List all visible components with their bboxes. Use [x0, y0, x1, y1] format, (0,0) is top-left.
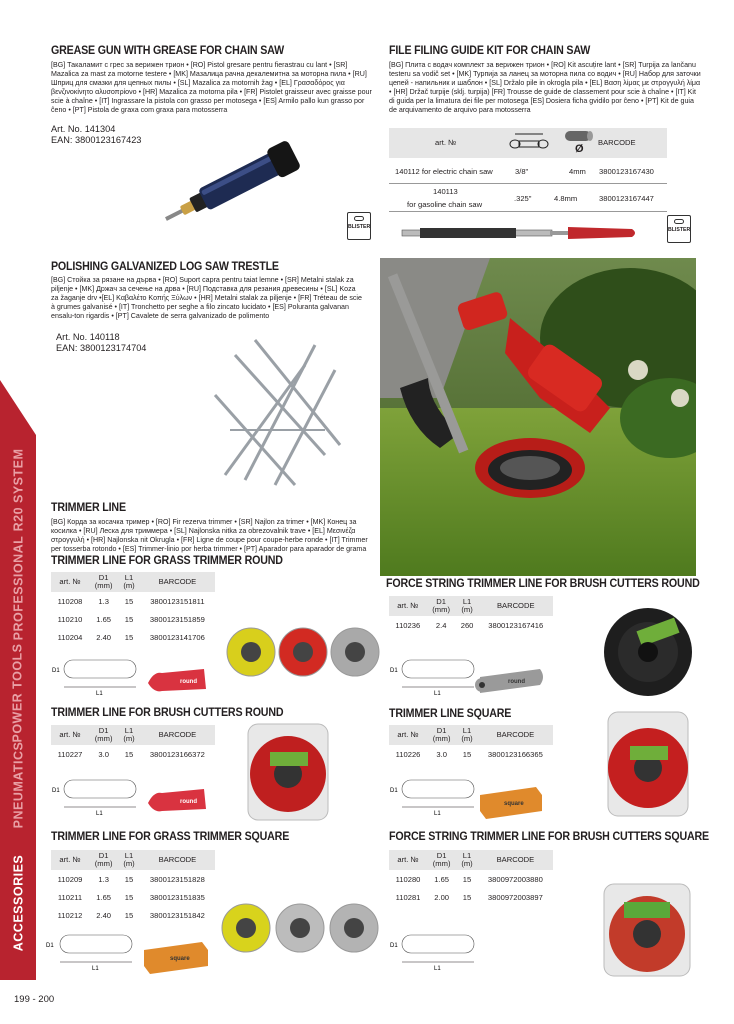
trimmer-line-description: [BG] Корда за косачка тример • [RO] Fir rezerva trimmer • [SR] Najlon za trimer • [MK] Конец за косилка • [RU] Леска для триммера • [SL] Najlonska nitka za obrezovalnik trave • [EL] Μεσινέζα στρογγυλή • [HR] Najlonska nit Okrugla • [FR] Ligne de coupe pour coupe-herbe ronde • [IT] Trimmer per tosserba rotondo • [ES] Trimmer-linio por herba trimmer • [PT] Aparador para aparador de grama [51, 518, 368, 553]
svg-text:square: square [504, 801, 524, 807]
line-square-spool-image [600, 710, 696, 820]
file-guide-table [389, 128, 667, 212]
table-row: 110212 2.40 15 3800123151842 [57, 910, 205, 920]
brush-round-table [51, 725, 215, 763]
page-numbers: 199 - 200 [14, 994, 55, 1005]
force-square-spool-image [598, 882, 696, 978]
trestle-description: [BG] Стойка за рязане на дърва • [RO] Suport capra pentru taiat lemne • [SR] Metalni stalak za piljenje • [MK] Држач за сечење на дрва • [RU] Подставка для резания древесины • [SL] Koza za žaganje drv •[EL] Καβαλέτο Κοπής Ξύλων • [HR] Metalni stalak za piljenje • [FR] Tréteau de scie à grumes galvanisé • [IT] Tronchetto per seghe a filo zincato lucidato • [ES] Poluranta galvanan ensalu-ton rigardis • [PT] Cavalete de serra galvanizado de polimento [51, 276, 362, 320]
svg-text:D1: D1 [52, 668, 60, 674]
grease-gun-description: [BG] Такаламит с грес за верижен трион • [RO] Pistol gresare pentru fierastrau cu lant • [SR] Mazalica za mast za motorne testere • [MK] Мазалица рачна декалемитна за моторна пила • [RU] Шприц для смазки для цепных пилы • [SL] Mazalica za motornih žag • [EL] Γρασαδόρος για βενζινοκίνητο αλυσοπρίονο • [HR] Mazalica za motorna pila • [FR] Pistolet graisseur avec graisse pour scie à chaîne • [IT] Ingrassare la pistola con grasso per motosega • [ES] Armilo pallo kun grasso por ĉeno • [PT] Pistola de graxa com graxa para motosserra [51, 61, 372, 114]
brush-round-spool-image [240, 722, 336, 822]
grass-square-product-images [220, 888, 382, 968]
grass-square-title: TRIMMER LINE FOR GRASS TRIMMER SQUARE [51, 829, 290, 843]
table-row: 110208 1.3 15 3800123151811 [57, 596, 205, 606]
table-row: 110281 2.00 15 3800972003897 [395, 892, 543, 902]
table-header-row: art. № D1 (mm) L1 (m) BARCODE [51, 725, 215, 745]
file-guide-table-header: art. № Ø BARCODE [389, 128, 667, 158]
grass-round-product-images [225, 612, 385, 690]
diameter-symbol: Ø [575, 143, 584, 155]
file-guide-image [400, 223, 640, 245]
round-line-diagram [50, 655, 210, 701]
brush-round-title: TRIMMER LINE FOR BRUSH CUTTERS ROUND [51, 705, 284, 719]
grease-gun-image [150, 140, 320, 230]
svg-text:L1: L1 [96, 691, 103, 697]
line-square-table [389, 725, 553, 763]
grease-gun-art-no: Art. No. 141304 [51, 124, 116, 134]
force-square-title: FORCE STRING TRIMMER LINE FOR BRUSH CUTTERS SQUARE [389, 829, 709, 843]
svg-text:L1: L1 [92, 966, 99, 972]
square-line-diagram [388, 775, 548, 821]
trestle-ean: EAN: 3800123174704 [56, 343, 147, 353]
table-header-row: art. № D1 (mm) L1 (m) BARCODE [389, 725, 553, 745]
table-row: 110211 1.65 15 3800123151835 [57, 892, 205, 902]
svg-text:L1: L1 [434, 966, 441, 972]
file-guide-row: 140113 for gasoline chain saw .325" 4.8mm 3800123167447 [389, 184, 667, 212]
line-square-title: TRIMMER LINE SQUARE [389, 706, 512, 720]
chain-pitch-icon [505, 130, 553, 156]
svg-text:L1: L1 [96, 811, 103, 817]
trestle-title: POLISHING GALVANIZED LOG SAW TRESTLE [51, 259, 279, 273]
grease-gun-ean: EAN: 3800123167423 [51, 135, 142, 145]
svg-text:L1: L1 [434, 691, 441, 697]
trestle-art-no: Art. No. 140118 [56, 332, 120, 342]
svg-text:D1: D1 [46, 943, 54, 949]
table-row: 110209 1.3 15 3800123151828 [57, 874, 205, 884]
force-round-title: FORCE STRING TRIMMER LINE FOR BRUSH CUTTERS ROUND [386, 576, 700, 590]
table-row: 110227 3.0 15 3800123166372 [57, 749, 205, 759]
grass-round-table [51, 572, 215, 646]
sidebar-tab-r20-system[interactable]: R20 SYSTEM [11, 448, 25, 532]
svg-text:L1: L1 [434, 811, 441, 817]
file-guide-description: [BG] Плита с водач комплект за верижен трион • [RO] Kit ascuțire lant • [SR] Turpija za lančanu testeru sa vodič set • [MK] Турпија за ланец за моторна пила со водич • [RU] Набор для заточки цепей - напильник и шаблон • [SL] Držalo pile in okrogla pila • [EL] Βαση λίμας με στρογγυλή λίμα • [HR] Držač turpije (sklj. turpija) [FR] Trousse de guide de classement pour scie à chaîne • [IT] Kit di guida per la limatura dei file per motosega [ES] Dosiera ficha gvidilo por ĉeno • [PT] Kit de guia de arquivamento de arquivo para motosserra [389, 61, 701, 114]
grass-square-line-diagram [36, 930, 211, 976]
table-row: 110236 2.4 260 3800123167416 [395, 620, 544, 630]
table-row: 110204 2.40 15 3800123141706 [57, 632, 205, 642]
svg-text:D1: D1 [390, 788, 398, 794]
trimmer-line-title: TRIMMER LINE [51, 500, 126, 514]
table-row: 110226 3.0 15 3800123166365 [395, 749, 543, 759]
grease-gun-title: GREASE GUN WITH GREASE FOR CHAIN SAW [51, 43, 284, 57]
sidebar-tab-accessories[interactable]: ACCESSORIES [11, 854, 25, 951]
force-square-line-diagram [384, 930, 574, 976]
brush-round-line-diagram [50, 775, 210, 821]
table-header-row: art. № D1 (mm) L1 (m) BARCODE [51, 572, 215, 592]
table-header-row: art. № D1 (mm) L1 (m) BARCODE [389, 596, 553, 616]
file-guide-row: 140112 for electric chain saw 3/8" 4mm 3800123167430 [389, 158, 667, 184]
category-sidebar [0, 380, 36, 980]
svg-text:D1: D1 [390, 668, 398, 674]
file-guide-blister-icon: BLISTER [667, 215, 691, 243]
svg-text:square: square [170, 956, 190, 962]
table-header-row: art. № D1 (mm) L1 (m) BARCODE [51, 850, 215, 870]
svg-text:round: round [180, 679, 197, 685]
svg-text:round: round [508, 679, 525, 685]
force-round-line-diagram [388, 655, 548, 701]
table-row: 110280 1.65 15 3800972003880 [395, 874, 543, 884]
sidebar-tab-power-tools[interactable]: POWER TOOLS [11, 642, 25, 743]
saw-trestle-image [205, 335, 355, 490]
grass-trimmer-photo [380, 258, 696, 576]
grass-square-table [51, 850, 215, 924]
sidebar-tab-pneumatics[interactable]: PNEUMATICS [11, 741, 25, 829]
grass-round-title: TRIMMER LINE FOR GRASS TRIMMER ROUND [51, 553, 283, 567]
force-square-table [389, 850, 553, 906]
sidebar-tab-professional[interactable]: PROFESSIONAL [11, 535, 25, 640]
svg-text:D1: D1 [52, 788, 60, 794]
svg-text:round: round [180, 799, 197, 805]
svg-text:D1: D1 [390, 943, 398, 949]
file-guide-title: FILE FILING GUIDE KIT FOR CHAIN SAW [389, 43, 591, 57]
table-header-row: art. № D1 (mm) L1 (m) BARCODE [389, 850, 553, 870]
grease-gun-blister-icon: BLISTER [347, 212, 371, 240]
force-round-table [389, 596, 553, 634]
force-round-spool-image [600, 604, 696, 700]
table-row: 110210 1.65 15 3800123151859 [57, 614, 205, 624]
